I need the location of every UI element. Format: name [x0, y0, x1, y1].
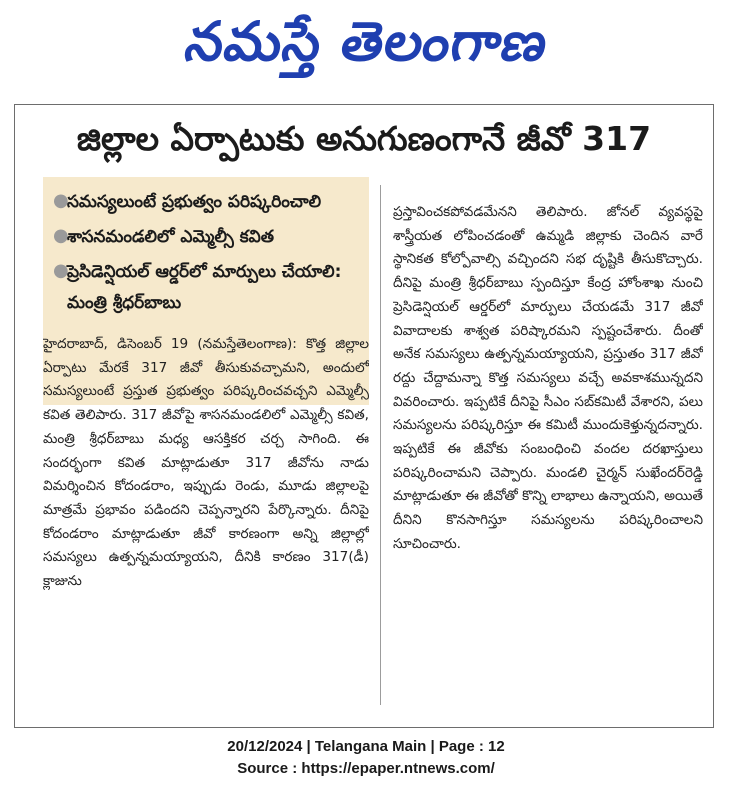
masthead: [0, 0, 732, 96]
highlight-item: [53, 187, 363, 218]
footer-source: Source : https://epaper.ntnews.com/: [237, 760, 495, 777]
article-body-right-column: [393, 201, 703, 701]
footer-date-page: 20/12/2024 | Telangana Main | Page : 12: [227, 738, 505, 755]
article-body-left-column: [43, 333, 369, 728]
article-headline: జిల్లాల ఏర్పాటుకు అనుగుణంగానే జీవో 317: [76, 119, 652, 158]
dateline: హైదరాబాద్, డిసెంబర్ 19 (నమస్తేతెలంగాణ):: [43, 336, 297, 352]
footer: [0, 736, 732, 780]
highlight-text: శాసనమండలిలో ఎమ్మెల్సీ కవిత: [67, 227, 274, 247]
highlight-item: [53, 257, 363, 319]
newspaper-logo: నమస్తే తెలంగాణ: [180, 9, 554, 73]
bullet-icon: ●: [53, 260, 69, 281]
body-text-left: కొత్త జిల్లాల ఏర్పాటు మేరకే 317 జీవో తీసుకువచ్చామని, అందులో సమస్యలుంటే ప్రస్తుత ప్రభుత్వం పరిష్కరించవచ్చని ఎమ్మెల్సీ కవిత తెలిపారు. 317 జీవోపై శాసనమండలిలో ఎమ్మెల్సీ కవిత, మంత్రి శ్రీధర్‌బాబు మధ్య ఆసక్తికర చర్చ సాగింది. ఈ సందర్భంగా కవిత మాట్లాడుతూ 317 జీవోను నాడు విమర్శించిన కోదండరాం, ఇప్పుడు రెండు, మూడు జిల్లాలపై మాత్రమే ప్రభావం పడిందని చెప్పన్నారని పేర్కొన్నారు. దీనిపై కోదండరాం మాట్లాడుతూ జీవో కారణంగా అన్ని జిల్లాల్లో సమస్యలు ఉత్పన్నమయ్యాయని, దీనికి కారణం 317(డీ) క్లాజును: [43, 336, 369, 590]
highlight-text: ప్రెసిడెన్షియల్ ఆర్డర్‌లో మార్పులు చేయాలి: మంత్రి శ్రీధర్‌బాబు: [67, 262, 342, 313]
bullet-icon: ●: [53, 225, 69, 246]
body-text-right: ప్రస్తావించకపోవడమేనని తెలిపారు. జోనల్ వ్యవస్థపై శాస్త్రీయత లోపించడంతో ఉమ్మడి జిల్లాకు చెందిన వారే స్థానికత కోల్పోవాల్సి వచ్చిందని సభ దృష్టికి తీసుకొచ్చారు. దీనిపై మంత్రి శ్రీధర్‌బాబు స్పందిస్తూ కేంద్ర హోంశాఖ నుంచి ప్రెసిడెన్షియల్ ఆర్డర్‌లో మార్పులు చేయడమే 317 జీవో వివాదాలకు శాశ్వత పరిష్కారమని స్పష్టంచేశారు. దీంతో అనేక సమస్యలు ఉత్పన్నమయ్యాయని, ప్రస్తుతం 317 జీవో రద్దు చేద్దామన్నా కొత్త సమస్యలు వచ్చే అవకాశమున్నదని వివరించారు. ఇప్పటికే దీనిపై సీఎం సబ్‌కమిటీ వేశారని, పలు సమస్యలను పరిష్కరిస్తూ ఈ కమిటీ ముందుకెళ్తున్నదన్నారు. ఇప్పటికే ఈ జీవోకు సంబంధించి వందల దరఖాస్తులు పరిష్కరించామని చెప్పారు. మండలి చైర్మన్ సుఖేందర్‌రెడ్డి మాట్లాడుతూ ఈ జీవోతో కొన్ని లాభాలు ఉన్నాయని, అయితే దీనిని కొనసాగిస్తూ సమస్యలను పరిష్కరించాలని సూచించారు.: [393, 204, 703, 552]
highlight-text: సమస్యలుంటే ప్రభుత్వం పరిష్కరించాలి: [67, 192, 322, 212]
highlight-item: [53, 222, 363, 253]
column-divider: [380, 185, 381, 705]
article-frame: [14, 104, 714, 728]
bullet-icon: ●: [53, 190, 69, 211]
